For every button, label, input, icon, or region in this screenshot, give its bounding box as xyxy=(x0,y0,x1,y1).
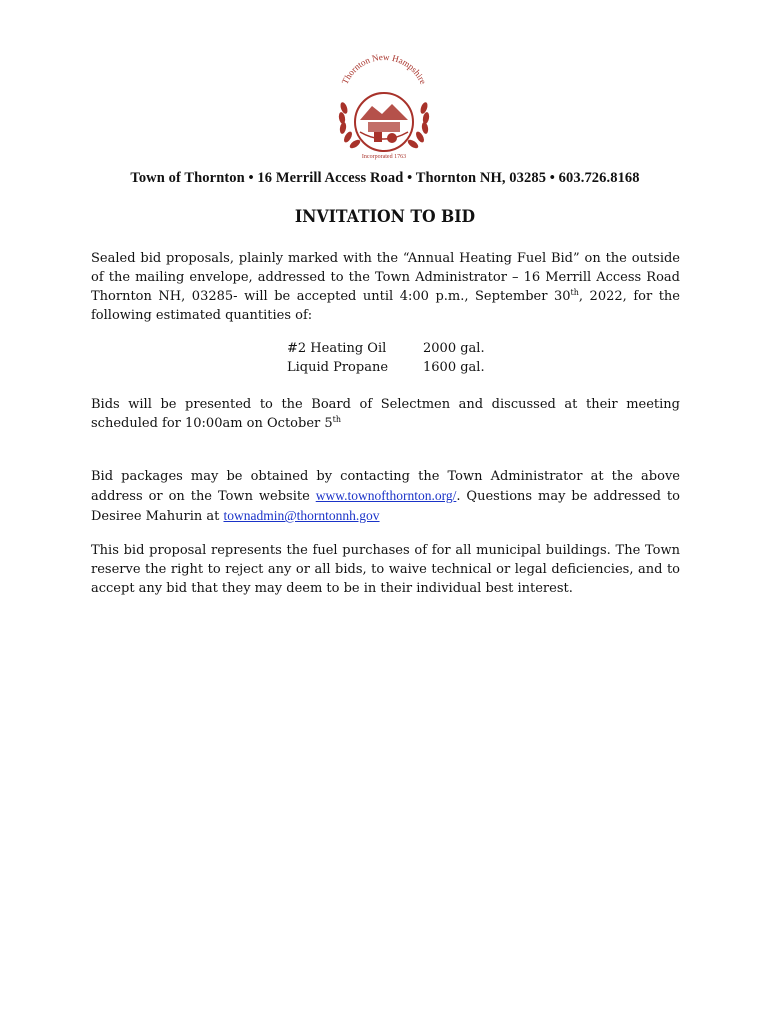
quantity-amount: 1600 gal. xyxy=(423,360,485,375)
seal-bottom-text: Incorporated 1763 xyxy=(361,154,407,160)
quantity-amount: 2000 gal. xyxy=(423,341,485,356)
intro-sup: th xyxy=(570,288,579,297)
meeting-sup: th xyxy=(332,415,342,424)
meeting-paragraph xyxy=(91,395,680,433)
packages-text: Bid packages may be obtained by contacting the Town Administrator at the above address or on the Town website xyxy=(91,469,680,504)
town-seal-logo xyxy=(330,50,438,162)
quantity-row xyxy=(287,358,523,377)
packages-text-middle: . Questions may be addressed to Desiree Mahurin at xyxy=(91,489,680,524)
quantity-item: #2 Heating Oil xyxy=(287,341,387,356)
packages-paragraph xyxy=(91,467,680,526)
quantity-row xyxy=(287,339,523,358)
town-address-line: Town of Thornton • 16 Merrill Access Road • Thornton NH, 03285 • 603.726.8168 xyxy=(130,170,640,186)
meeting-text: Bids will be presented to the Board of Selectmen and discussed at their meeting scheduled for 10:00am on October 5 xyxy=(91,397,680,431)
email-link[interactable]: townadmin@thorntonnh.gov xyxy=(223,508,380,523)
quantities-table xyxy=(287,339,523,377)
intro-text-end: , 2022, for the following estimated quantities of: xyxy=(91,289,680,323)
intro-text: Sealed bid proposals, plainly marked with the “Annual Heating Fuel Bid” on the outside of the mailing envelope, addressed to the Town Administrator – 16 Merrill Access Road Thornton NH, 03285- will be accepted until 4:00 p.m., September 30 xyxy=(91,251,680,304)
quantity-item: Liquid Propane xyxy=(287,360,389,375)
intro-paragraph xyxy=(91,249,680,325)
website-link[interactable]: www.townofthornton.org/ xyxy=(315,488,457,503)
document-title: INVITATION TO BID xyxy=(294,207,476,227)
seal-top-text: Thornton New Hampshire xyxy=(339,51,429,86)
closing-paragraph: This bid proposal represents the fuel purchases of for all municipal buildings. The Town reserve the right to reject any or all bids, to waive technical or legal deficiencies, and to accept any bid that they may deem to be in their individual best interest. xyxy=(91,543,680,596)
svg-text:Thornton New Hampshire xyxy=(340,52,429,86)
